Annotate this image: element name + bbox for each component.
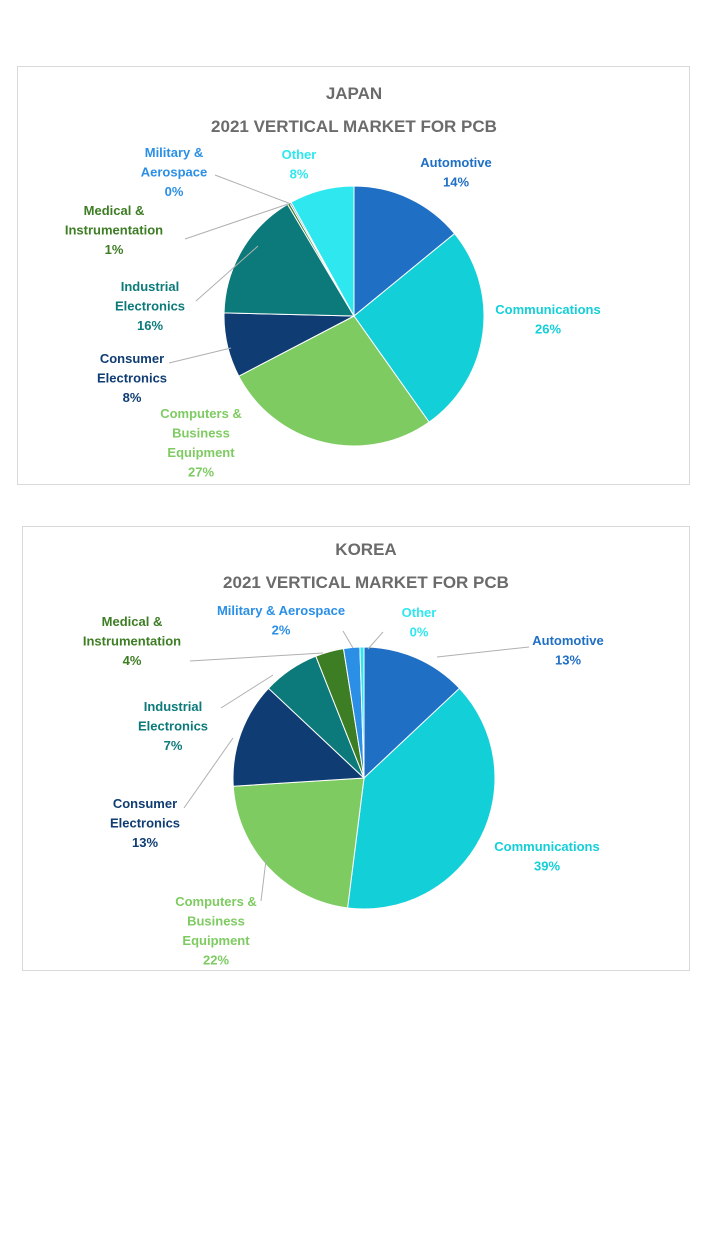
slice-value-label: 0% <box>409 624 429 640</box>
slice-name-label: Communications <box>495 302 601 317</box>
slice-name-label: Electronics <box>109 815 181 831</box>
leader-line <box>190 653 323 661</box>
leader-line <box>261 860 266 901</box>
slice-name-label: Electronics <box>137 718 209 734</box>
slice-name-label: Medical & <box>101 614 163 629</box>
korea-pie-svg <box>23 527 689 970</box>
slice-name-label: Business <box>172 425 230 441</box>
korea-pie-chart <box>22 526 690 971</box>
slice-name-label: Communications <box>494 839 600 854</box>
slice-name-label: Automotive <box>532 633 604 648</box>
slice-name-label: Consumer <box>112 796 178 811</box>
chart-subtitle: 2021 VERTICAL MARKET FOR PCB <box>223 573 509 592</box>
chart-title: JAPAN <box>325 84 383 103</box>
slice-label <box>402 605 437 640</box>
slice-name-label: Computers & <box>160 406 242 421</box>
slice-label <box>83 614 181 668</box>
slice-value-label: 14% <box>442 174 470 190</box>
slice-value-label: 22% <box>202 952 230 968</box>
slice-label <box>217 603 345 638</box>
slice-name-label: Other <box>281 147 317 162</box>
slice-name-label: Electronics <box>96 370 168 386</box>
pie-slice-computers-business-equipment <box>233 778 364 908</box>
slice-name-label: Aerospace <box>140 164 208 180</box>
slice-name-label: Military & <box>144 145 204 160</box>
slice-label <box>138 699 208 753</box>
pie-slices <box>233 647 495 909</box>
slice-name-label: Consumer <box>99 351 165 366</box>
slice-value-label: 1% <box>104 242 124 257</box>
slice-label <box>160 406 242 480</box>
slice-name-label: Automotive <box>420 155 492 170</box>
slice-value-label: 13% <box>131 835 159 850</box>
leader-line <box>184 738 233 808</box>
slice-value-label: 13% <box>554 652 582 668</box>
slice-value-label: 27% <box>187 464 215 480</box>
slice-label <box>65 203 163 257</box>
pie-slices <box>224 186 484 446</box>
slice-value-label: 26% <box>534 321 562 337</box>
japan-pie-svg <box>18 67 689 484</box>
slice-value-label: 16% <box>136 318 164 333</box>
leader-line <box>437 647 529 657</box>
slice-name-label: Instrumentation <box>82 633 182 649</box>
slice-value-label: 4% <box>122 653 142 668</box>
slice-name-label: Medical & <box>83 203 145 218</box>
slice-label <box>420 155 492 190</box>
slice-value-label: 8% <box>289 166 309 182</box>
slice-label <box>494 839 599 874</box>
slice-name-label: Equipment <box>182 933 250 948</box>
slice-name-label: Computers & <box>175 894 257 909</box>
slice-value-label: 0% <box>164 184 184 199</box>
chart-title: KOREA <box>335 540 397 559</box>
slice-label <box>175 894 257 968</box>
slice-value-label: 8% <box>122 390 142 405</box>
slice-label <box>282 147 317 182</box>
slice-name-label: Electronics <box>114 298 186 314</box>
slice-name-label: Instrumentation <box>64 222 164 238</box>
slice-name-label: Business <box>187 913 245 929</box>
chart-subtitle: 2021 VERTICAL MARKET FOR PCB <box>211 117 497 136</box>
slice-label <box>532 633 604 668</box>
slice-name-label: Industrial <box>120 279 180 294</box>
slice-name-label: Military & Aerospace <box>216 603 346 618</box>
slice-name-label: Equipment <box>167 445 235 460</box>
leader-line <box>368 632 383 649</box>
japan-pie-chart <box>17 66 690 485</box>
leader-line <box>169 348 231 363</box>
slice-label <box>110 796 180 850</box>
leader-line <box>343 631 353 648</box>
slice-label <box>97 351 167 405</box>
slice-value-label: 2% <box>271 622 291 638</box>
slice-name-label: Industrial <box>143 699 203 714</box>
leader-line <box>215 175 291 204</box>
slice-value-label: 39% <box>533 858 561 874</box>
slice-value-label: 7% <box>163 738 183 753</box>
slice-label <box>115 279 185 333</box>
slice-name-label: Other <box>401 605 437 620</box>
slice-label <box>495 302 600 337</box>
slice-label <box>141 145 207 199</box>
